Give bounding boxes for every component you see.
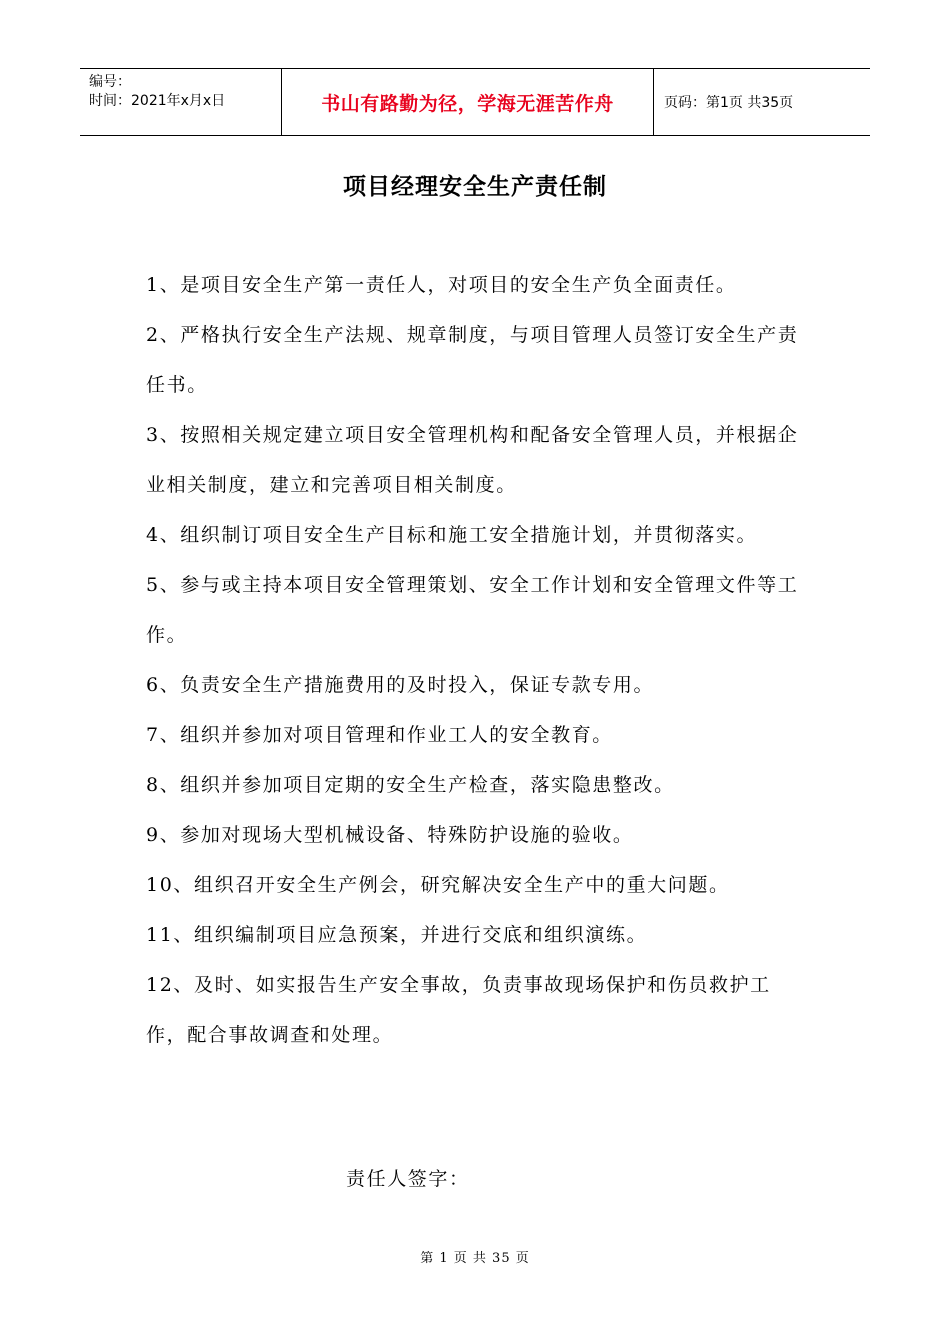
motto-text: 书山有路勤为径，学海无涯苦作舟 xyxy=(321,92,614,115)
paragraph: 5、参与或主持本项目安全管理策划、安全工作计划和安全管理文件等工作。 xyxy=(146,574,799,646)
paragraph: 12、及时、如实报告生产安全事故，负责事故现场保护和伤员救护工作，配合事故调查和处理。 xyxy=(146,974,771,1046)
page-footer: 第 1 页 共 35 页 xyxy=(420,1251,530,1266)
paragraph: 7、组织并参加对项目管理和作业工人的安全教育。 xyxy=(146,724,613,746)
header-table xyxy=(80,68,870,136)
paragraph: 1、是项目安全生产第一责任人，对项目的安全生产负全面责任。 xyxy=(146,274,737,296)
number-label: 编号： xyxy=(89,74,131,90)
document-title: 项目经理安全生产责任制 xyxy=(343,174,607,200)
paragraph: 9、参加对现场大型机械设备、特殊防护设施的验收。 xyxy=(146,824,634,846)
paragraph: 11、组织编制项目应急预案，并进行交底和组织演练。 xyxy=(146,924,648,946)
document-body xyxy=(146,260,808,1060)
header-meta-cell xyxy=(80,69,282,135)
time-label: 时间：2021年x月x日 xyxy=(89,93,226,109)
page-info: 页码：第1页 共35页 xyxy=(664,95,794,111)
paragraph: 3、按照相关规定建立项目安全管理机构和配备安全管理人员，并根据企业相关制度，建立和完善项目相关制度。 xyxy=(146,424,799,496)
header-motto-cell xyxy=(282,69,654,135)
paragraph: 8、组织并参加项目定期的安全生产检查，落实隐患整改。 xyxy=(146,774,675,796)
paragraph: 2、严格执行安全生产法规、规章制度，与项目管理人员签订安全生产责任书。 xyxy=(146,324,799,396)
paragraph: 6、负责安全生产措施费用的及时投入，保证专款专用。 xyxy=(146,674,655,696)
paragraph: 10、组织召开安全生产例会，研究解决安全生产中的重大问题。 xyxy=(146,874,730,896)
signature-label: 责任人签字： xyxy=(346,1168,470,1190)
paragraph: 4、组织制订项目安全生产目标和施工安全措施计划，并贯彻落实。 xyxy=(146,524,758,546)
header-page-cell xyxy=(654,69,870,135)
